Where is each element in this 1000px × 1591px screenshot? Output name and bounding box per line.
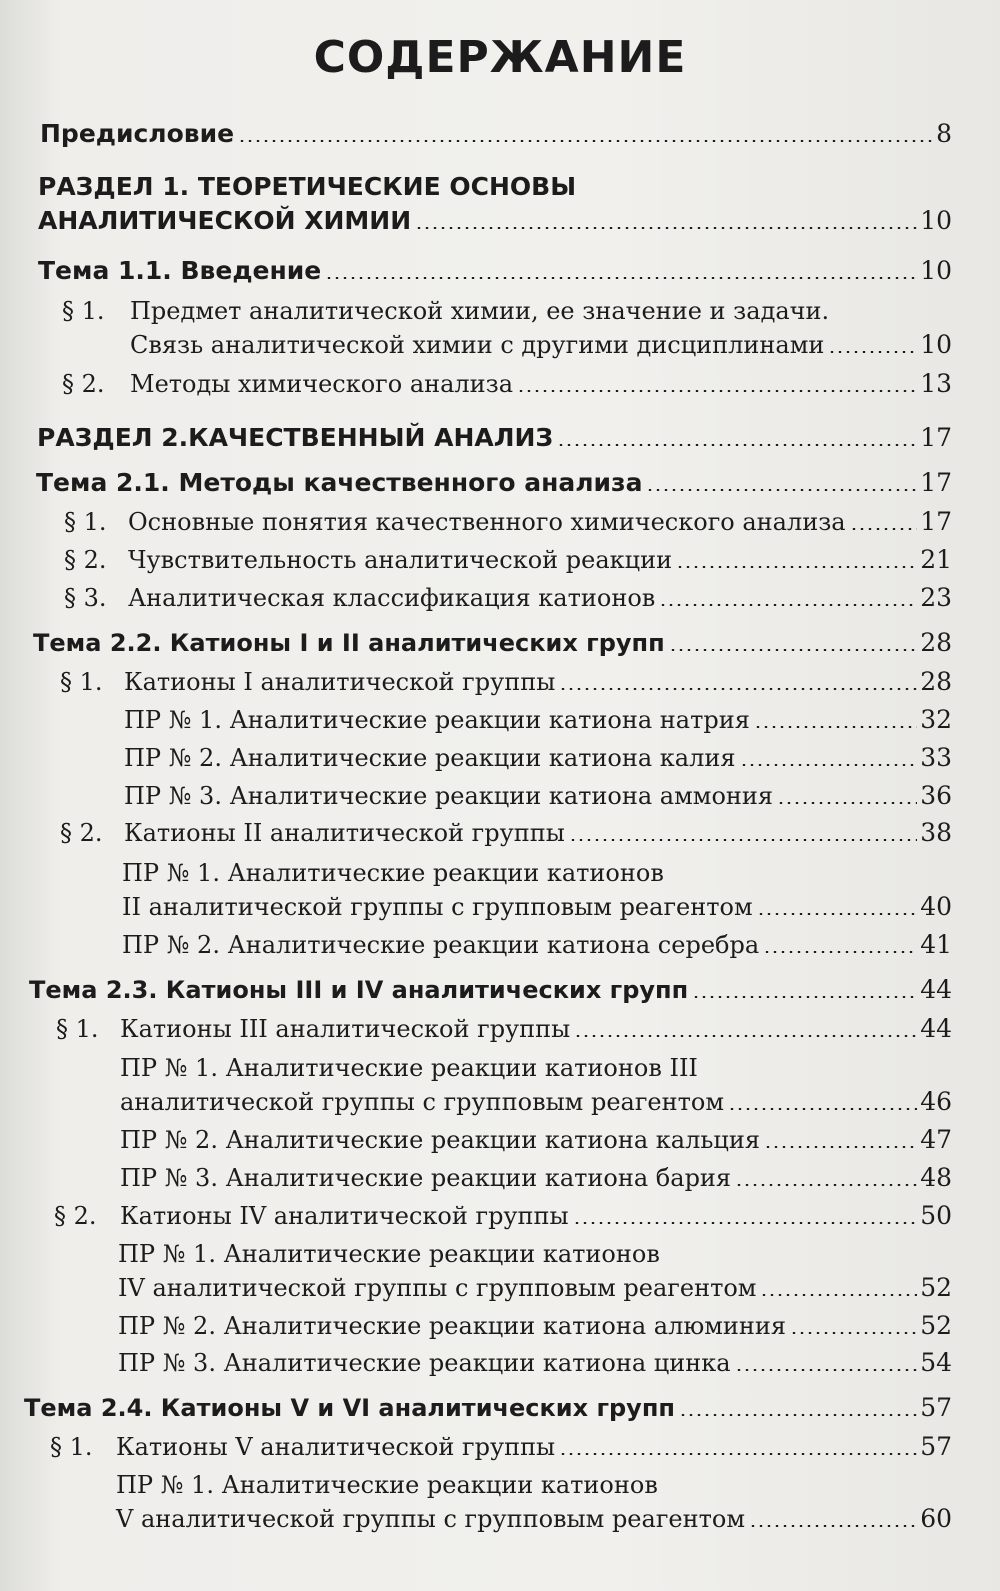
toc-entry-topic-2-4: [24, 1383, 952, 1423]
dot-leader: [676, 566, 917, 568]
toc-label: Чувствительность аналитической реакции: [128, 546, 673, 574]
dot-leader: [669, 649, 918, 651]
dot-leader: [760, 1294, 917, 1296]
toc-entry-paragraph: [56, 1004, 952, 1044]
toc-label: Тема 2.2. Катионы I и II аналитических групп: [33, 629, 665, 657]
page-number: 21: [920, 545, 952, 574]
toc-entry-practical-work: [124, 695, 952, 735]
toc-label-line1: Предмет аналитической химии, ее значение и задачи.: [130, 297, 830, 325]
dot-leader: [692, 996, 917, 998]
toc-label: ПР № 2. Аналитические реакции катиона серебра: [122, 931, 760, 959]
page-number: 52: [920, 1273, 952, 1302]
toc-label: Тема 2.1. Методы качественного анализа: [36, 468, 643, 497]
page-number: 46: [920, 1087, 952, 1116]
page-number: 52: [920, 1311, 952, 1340]
toc-entry-paragraph: [62, 297, 952, 360]
toc-label: Аналитическая классификация катионов: [128, 584, 656, 612]
page-number: 23: [920, 583, 952, 612]
toc-entry-paragraph: [60, 808, 952, 848]
page-number: 13: [920, 369, 952, 398]
toc-entry-practical-work: [122, 920, 952, 960]
dot-leader: [728, 1108, 917, 1110]
page-number: 41: [920, 930, 952, 959]
dot-leader: [574, 1035, 917, 1037]
toc-label: Тема 1.1. Введение: [38, 256, 322, 285]
toc-label-line2: V аналитической группы с групповым реагентом: [116, 1505, 745, 1533]
toc-entry-paragraph: [62, 359, 952, 399]
toc-entry-topic-2-3: [29, 965, 952, 1005]
paragraph-number: § 2.: [64, 546, 107, 574]
paragraph-number: § 1.: [62, 297, 105, 325]
toc-label: ПР № 3. Аналитические реакции катиона бария: [120, 1164, 732, 1192]
page-number: 47: [920, 1125, 952, 1154]
paragraph-number: § 3.: [64, 584, 107, 612]
dot-leader: [646, 489, 917, 491]
dot-leader: [754, 726, 917, 728]
paragraph-number: § 1.: [56, 1015, 99, 1043]
toc-entry-topic-1-1: [38, 246, 952, 286]
page-number: 17: [920, 423, 952, 452]
page-number: 33: [920, 743, 952, 772]
toc-entry-paragraph: [50, 1422, 952, 1462]
toc-label: РАЗДЕЛ 2.КАЧЕСТВЕННЫЙ АНАЛИЗ: [37, 423, 554, 452]
dot-leader: [735, 1184, 917, 1186]
toc-label-line1: ПР № 1. Аналитические реакции катионов: [122, 859, 664, 887]
toc-label: Тема 2.4. Катионы V и VI аналитических групп: [24, 1394, 675, 1422]
toc-label: ПР № 1. Аналитические реакции катиона натрия: [124, 706, 750, 734]
page-number: 32: [920, 705, 952, 734]
toc-entry-paragraph: [54, 1191, 952, 1231]
paragraph-number: § 2.: [54, 1202, 97, 1230]
toc-label: Основные понятия качественного химического анализа: [128, 508, 846, 536]
dot-leader: [828, 351, 917, 353]
toc-label-line1: ПР № 1. Аналитические реакции катионов: [116, 1471, 658, 1499]
page-number: 60: [920, 1504, 952, 1533]
page-number: 8: [936, 119, 952, 148]
toc-entry-topic-2-1: [36, 458, 952, 498]
toc-label-line2: Связь аналитической химии с другими дисциплинами: [130, 331, 825, 359]
page-number: 40: [920, 892, 952, 921]
page-number: 54: [920, 1348, 952, 1377]
dot-leader: [763, 951, 917, 953]
toc-entry-topic-2-2: [33, 618, 952, 658]
toc-label-line1: РАЗДЕЛ 1. ТЕОРЕТИЧЕСКИЕ ОСНОВЫ: [38, 172, 577, 201]
toc-entry-paragraph: [64, 535, 952, 575]
toc-entry-practical-work: [118, 1338, 952, 1378]
toc-entry-paragraph: [60, 657, 952, 697]
toc-label: Катионы III аналитической группы: [120, 1015, 571, 1043]
toc-entry-practical-work: [118, 1301, 952, 1341]
paragraph-number: § 2.: [60, 819, 103, 847]
toc-entry-section-2: [37, 413, 952, 453]
toc-entry-practical-work: [116, 1471, 952, 1534]
toc-label: Тема 2.3. Катионы III и IV аналитических групп: [29, 976, 689, 1004]
toc-label: Катионы I аналитической группы: [124, 668, 556, 696]
toc-label: ПР № 3. Аналитические реакции катиона аммония: [124, 782, 774, 810]
toc-label: ПР № 3. Аналитические реакции катиона цинка: [118, 1349, 731, 1377]
toc-label: Предисловие: [40, 119, 235, 148]
toc-entry-preface: [40, 109, 952, 149]
page-number: 57: [920, 1432, 952, 1461]
toc-label: ПР № 2. Аналитические реакции катиона алюминия: [118, 1312, 787, 1340]
page-number: 57: [920, 1393, 952, 1422]
dot-leader: [415, 227, 917, 229]
dot-leader: [790, 1332, 917, 1334]
toc-entry-practical-work: [124, 771, 952, 811]
toc-entry-practical-work: [118, 1240, 952, 1303]
toc-entry-paragraph: [64, 497, 952, 537]
toc-entry-practical-work: [120, 1115, 952, 1155]
dot-leader: [850, 528, 918, 530]
dot-leader: [325, 277, 917, 279]
toc-label: Катионы V аналитической группы: [116, 1433, 556, 1461]
paragraph-number: § 1.: [50, 1433, 93, 1461]
dot-leader: [749, 1525, 917, 1527]
page-number: 36: [920, 781, 952, 810]
page-number: 10: [920, 256, 952, 285]
dot-leader: [517, 390, 917, 392]
paragraph-number: § 2.: [62, 370, 105, 398]
toc-label-line1: ПР № 1. Аналитические реакции катионов: [118, 1240, 660, 1268]
toc-entry-practical-work: [122, 859, 952, 922]
page-number: 17: [920, 507, 952, 536]
toc-label: ПР № 2. Аналитические реакции катиона кальция: [120, 1126, 760, 1154]
page-number: 10: [920, 330, 952, 359]
dot-leader: [757, 913, 918, 915]
toc-entry-practical-work: [120, 1153, 952, 1193]
toc-entry-paragraph: [64, 573, 952, 613]
toc-label: ПР № 2. Аналитические реакции катиона калия: [124, 744, 736, 772]
toc-label-line2: АНАЛИТИЧЕСКОЙ ХИМИИ: [38, 206, 412, 235]
page-title: СОДЕРЖАНИЕ: [313, 32, 687, 83]
dot-leader: [777, 802, 917, 804]
dot-leader: [679, 1414, 917, 1416]
page-number: 44: [920, 1014, 952, 1043]
dot-leader: [559, 1453, 917, 1455]
page-number: 50: [920, 1201, 952, 1230]
dot-leader: [557, 444, 917, 446]
page-number: 48: [920, 1163, 952, 1192]
toc-entry-section-1: [38, 172, 952, 236]
toc-label: Катионы IV аналитической группы: [120, 1202, 569, 1230]
dot-leader: [573, 1222, 918, 1224]
page-number: 28: [920, 628, 952, 657]
page-number: 17: [920, 468, 952, 497]
page-number: 28: [920, 667, 952, 696]
dot-leader: [238, 140, 933, 142]
page-number: 44: [920, 975, 952, 1004]
dot-leader: [735, 1369, 918, 1371]
dot-leader: [740, 764, 918, 766]
dot-leader: [559, 688, 917, 690]
dot-leader: [569, 839, 917, 841]
dot-leader: [764, 1146, 917, 1148]
toc-label-line1: ПР № 1. Аналитические реакции катионов III: [120, 1054, 698, 1082]
toc-label: Методы химического анализа: [130, 370, 514, 398]
dot-leader: [659, 604, 917, 606]
paragraph-number: § 1.: [64, 508, 107, 536]
toc-label-line2: II аналитической группы с групповым реагентом: [122, 893, 753, 921]
toc-label-line2: аналитической группы с групповым реагентом: [120, 1088, 725, 1116]
page-number: 38: [920, 818, 952, 847]
paragraph-number: § 1.: [60, 668, 103, 696]
toc-entry-practical-work: [124, 733, 952, 773]
toc-label-line2: IV аналитической группы с групповым реагентом: [118, 1274, 757, 1302]
toc-label: Катионы II аналитической группы: [124, 819, 565, 847]
toc-entry-practical-work: [120, 1054, 952, 1117]
page-number: 10: [920, 206, 952, 235]
